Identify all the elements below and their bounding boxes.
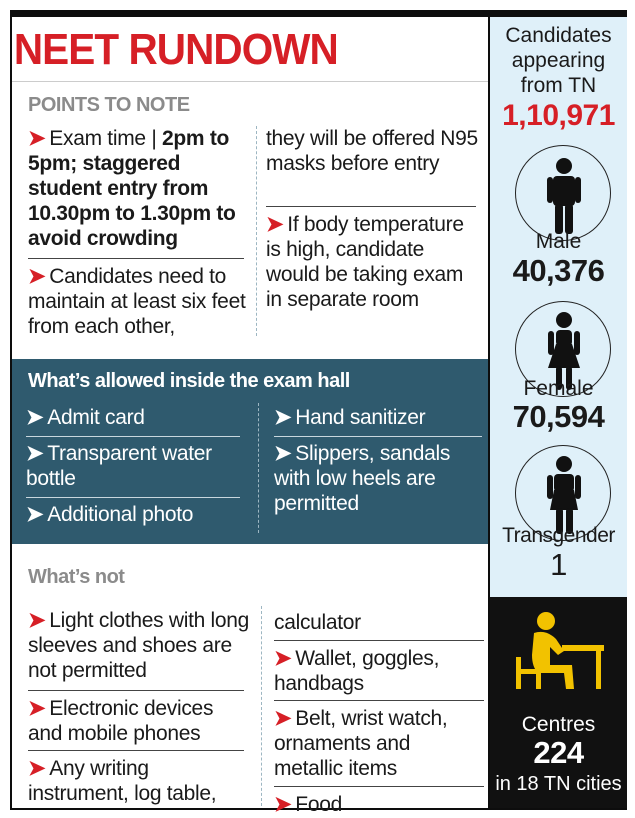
not-allowed-heading: What’s not (28, 566, 125, 588)
arrow-icon: ➤ (274, 406, 292, 429)
points-to-note-section (12, 81, 488, 356)
divider (266, 206, 476, 207)
centres-label: Centres (521, 713, 596, 736)
allowed-item: ➤ Additional photo (26, 503, 194, 526)
arrow-icon: ➤ (28, 757, 46, 780)
female-value: 70,594 (512, 399, 605, 434)
male-value: 40,376 (512, 253, 605, 288)
allowed-item: ➤ Admit card (26, 406, 145, 429)
point-distance: ➤ Candidates need to maintain at least six feet from each other, (28, 265, 246, 338)
divider (28, 258, 244, 259)
not-allowed-section (12, 546, 488, 816)
not-allowed-item: calculator (274, 611, 361, 634)
allowed-item: ➤ Slippers, sandals with low heels are permitted (274, 442, 451, 515)
arrow-icon: ➤ (28, 609, 46, 632)
arrow-icon: ➤ (28, 127, 46, 150)
column-separator (256, 126, 257, 336)
candidate-stats-panel (490, 17, 627, 597)
point-temperature: ➤ If body temperature is high, candidate would be taking exam in separate room (266, 213, 464, 311)
divider (28, 750, 244, 751)
divider (274, 700, 484, 701)
divider (274, 640, 484, 641)
arrow-icon: ➤ (28, 265, 46, 288)
transgender-value: 1 (550, 547, 567, 582)
allowed-section (12, 359, 488, 544)
arrow-icon: ➤ (26, 442, 44, 465)
not-allowed-item: ➤ Wallet, goggles, handbags (274, 647, 440, 695)
column-separator (258, 403, 259, 533)
divider (28, 690, 244, 691)
points-heading: POINTS TO NOTE (28, 94, 190, 116)
female-label: Female (523, 377, 594, 400)
not-allowed-item: ➤ Electronic devices and mobile phones (28, 697, 214, 745)
male-icon (516, 146, 612, 242)
main-panel (12, 17, 488, 816)
page-title: NEET RUNDOWN (12, 21, 450, 79)
arrow-icon: ➤ (274, 793, 292, 816)
arrow-icon: ➤ (274, 442, 292, 465)
allowed-item: ➤ Hand sanitizer (274, 406, 426, 429)
not-allowed-item: ➤ Food (274, 793, 342, 816)
divider (274, 786, 484, 787)
divider (274, 436, 482, 437)
arrow-icon: ➤ (26, 406, 44, 429)
not-allowed-item: ➤ Light clothes with long sleeves and shoes are not permitted (28, 609, 250, 682)
stats-heading: Candidates appearing from TN (505, 24, 612, 97)
not-allowed-item: ➤ Belt, wrist watch, ornaments and metallic items (274, 707, 448, 780)
centres-value: 224 (533, 735, 584, 770)
centres-panel (490, 597, 627, 808)
male-icon-circle (515, 145, 611, 241)
divider (26, 497, 240, 498)
total-candidates: 1,10,971 (502, 99, 615, 132)
arrow-icon: ➤ (28, 697, 46, 720)
arrow-icon: ➤ (266, 213, 284, 236)
point-masks: they will be offered N95 masks before entry (266, 127, 478, 175)
allowed-heading: What’s allowed inside the exam hall (28, 370, 350, 392)
arrow-icon: ➤ (274, 707, 292, 730)
point-exam-time: ➤ Exam time | 2pm to 5pm; staggered student entry from 10.30pm to 1.30pm to avoid crowding (28, 127, 236, 250)
not-allowed-item: ➤ Any writing instrument, log table, (28, 757, 217, 805)
centres-cities: in 18 TN cities (495, 773, 622, 795)
arrow-icon: ➤ (274, 647, 292, 670)
transgender-label: Transgender (502, 524, 615, 547)
student-desk-icon (512, 607, 608, 693)
allowed-item: ➤ Transparent water bottle (26, 442, 212, 490)
male-label: Male (535, 230, 582, 253)
arrow-icon: ➤ (26, 503, 44, 526)
column-separator (261, 606, 262, 806)
divider (26, 436, 240, 437)
